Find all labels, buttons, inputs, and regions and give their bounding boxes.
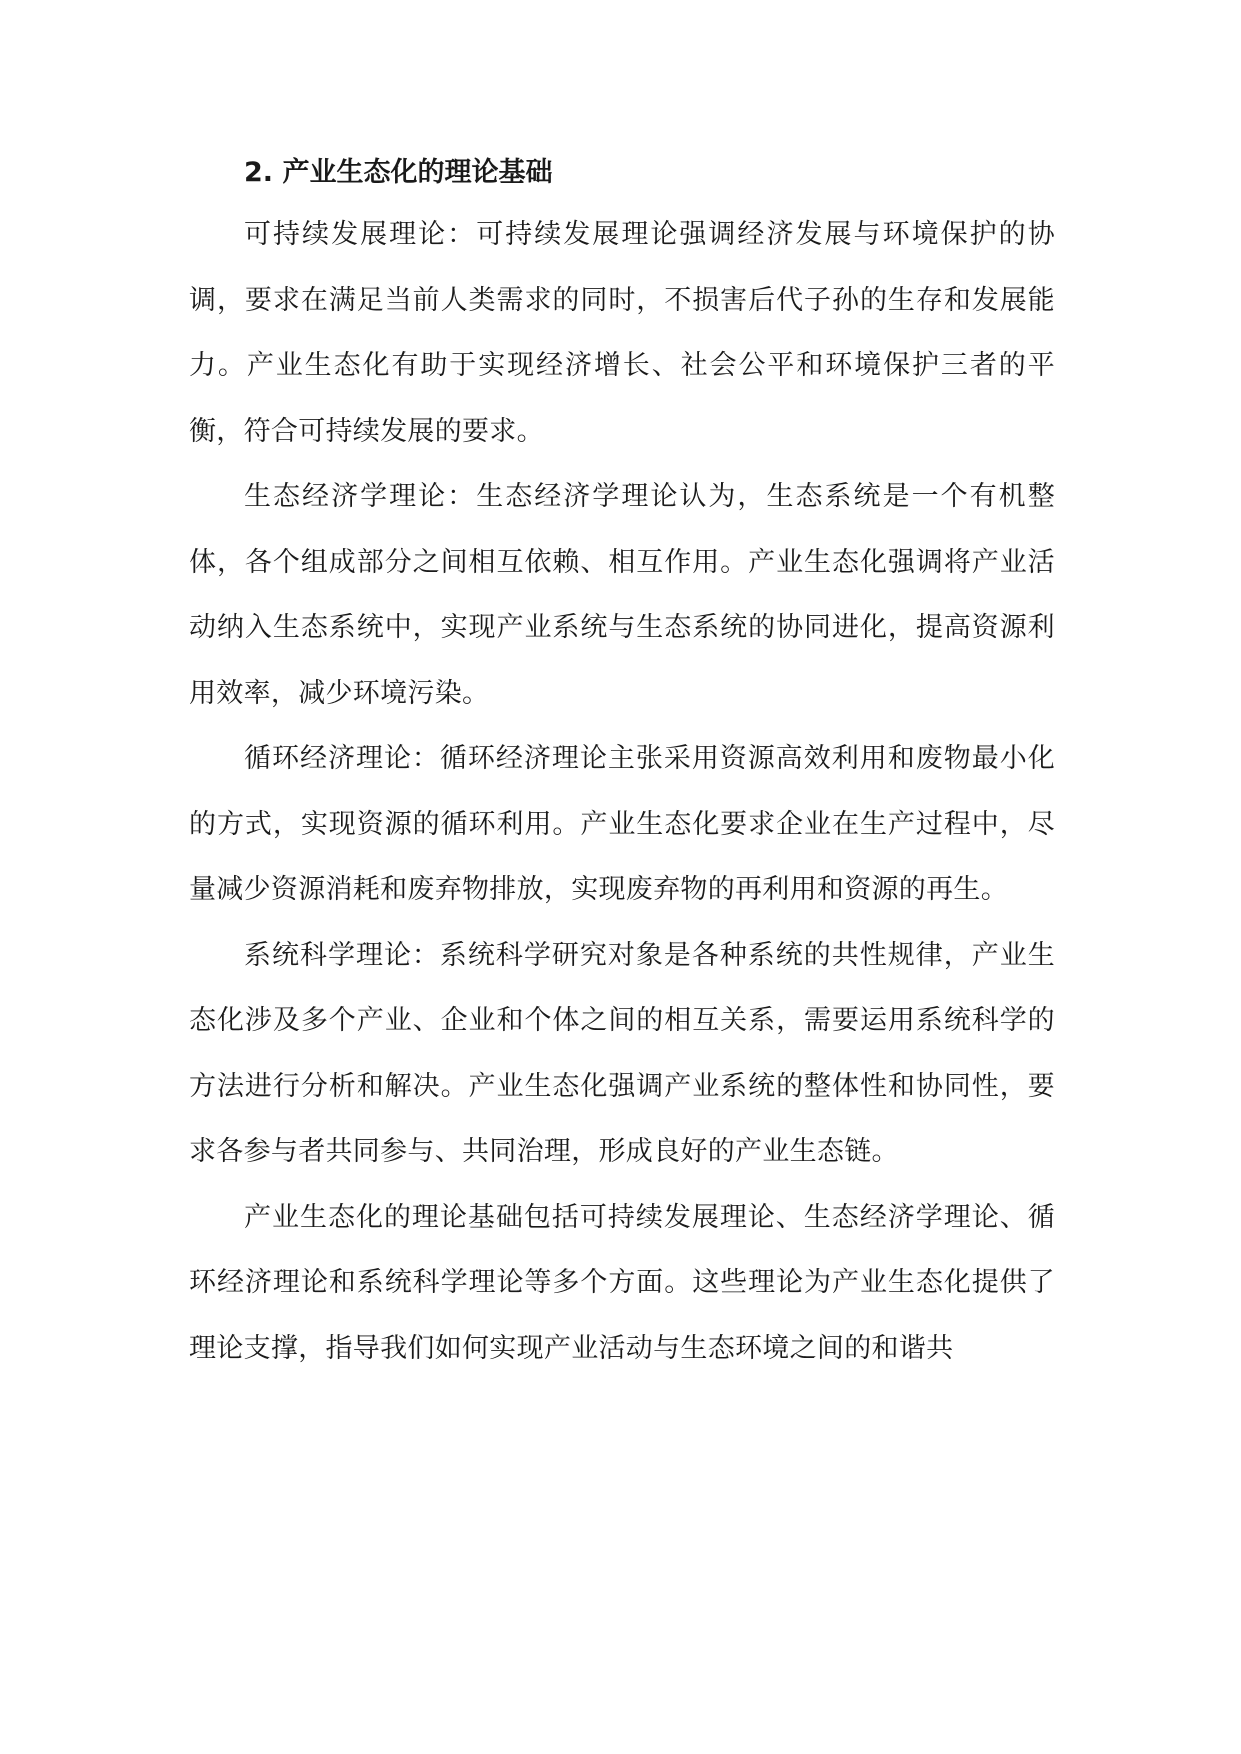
- paragraph-systems-science: 系统科学理论：系统科学研究对象是各种系统的共性规律，产业生态化涉及多个产业、企业和个体之间的相互关系，需要运用系统科学的方法进行分析和解决。产业生态化强调产业系统的整体性和协同性，要求各参与者共同参与、共同治理，形成良好的产业生态链。: [189, 939, 1055, 1167]
- paragraph-ecological-economics: 生态经济学理论：生态经济学理论认为，生态系统是一个有机整体，各个组成部分之间相互依赖、相互作用。产业生态化强调将产业活动纳入生态系统中，实现产业系统与生态系统的协同进化，提高资源利用效率，减少环境污染。: [189, 481, 1055, 709]
- paragraph-summary: 产业生态化的理论基础包括可持续发展理论、生态经济学理论、循环经济理论和系统科学理论等多个方面。这些理论为产业生态化提供了理论支撑，指导我们如何实现产业活动与生态环境之间的和谐共: [189, 1201, 1055, 1364]
- paragraph-sustainable-development: 可持续发展理论：可持续发展理论强调经济发展与环境保护的协调，要求在满足当前人类需求的同时，不损害后代子孙的生存和发展能力。产业生态化有助于实现经济增长、社会公平和环境保护三者的平衡，符合可持续发展的要求。: [189, 219, 1055, 447]
- paragraph-circular-economy: 循环经济理论：循环经济理论主张采用资源高效利用和废物最小化的方式，实现资源的循环利用。产业生态化要求企业在生产过程中，尽量减少资源消耗和废弃物排放，实现废弃物的再利用和资源的再生。: [189, 743, 1055, 905]
- section-heading: 2. 产业生态化的理论基础: [244, 157, 553, 188]
- document-body: [189, 144, 1055, 1381]
